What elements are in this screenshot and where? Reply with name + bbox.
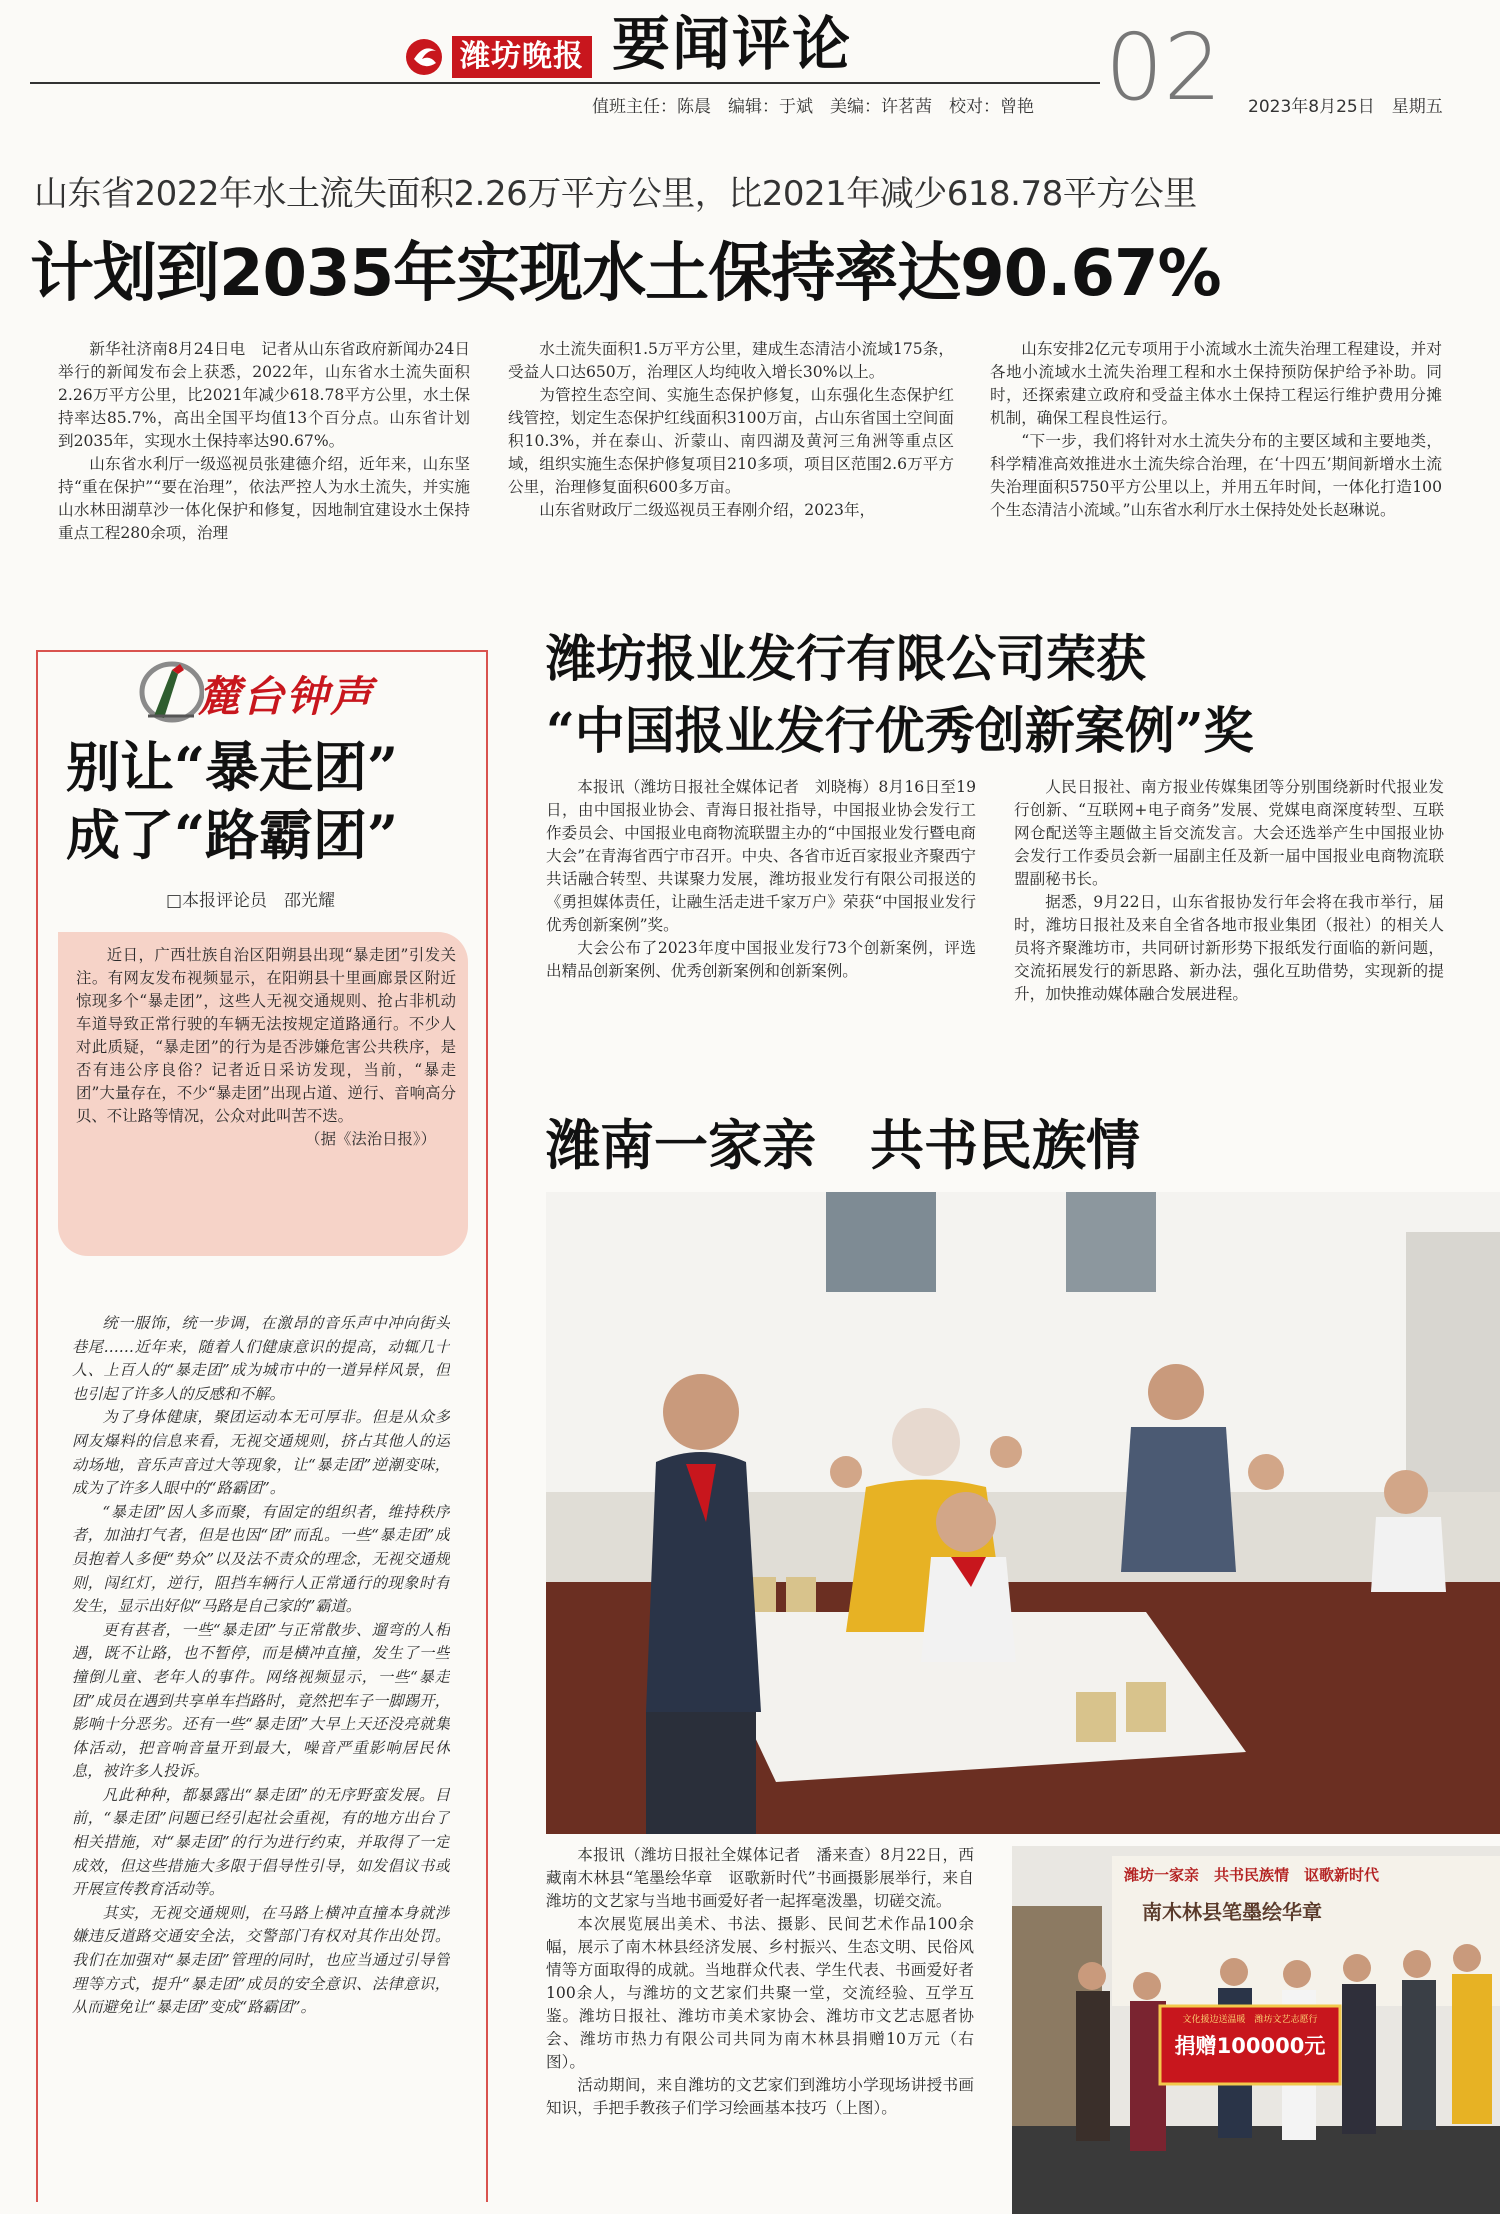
lead-column-2 [508, 338, 954, 582]
article2-column-2 [1014, 776, 1444, 1074]
paragraph: 更有甚者，一些“暴走团”与正常散步、遛弯的人相遇，既不让路，也不暂停，而是横冲直撞，发生了一些撞倒儿童、老年人的事件。网络视频显示，一些“暴走团”成员在遇到共享单车挡路时，竟然把车子一脚踢开，影响十分恶劣。还有一些“暴走团”大早上天还没亮就集体活动，把音响音量开到最大，噪音严重影响居民休息，被许多人投诉。 [72, 1620, 450, 1781]
brand-name: 潍坊晚报 [452, 36, 592, 78]
article2-title-line-1: 潍坊报业发行有限公司荣获 [546, 629, 1146, 688]
article3-text [546, 1844, 974, 2206]
paragraph: 为管控生态空间、实施生态保护修复，山东强化生态保护红线管控，划定生态保护红线面积3100万亩，占山东省国土空间面积10.3%，并在泰山、沂蒙山、南四湖及黄河三角洲等重点区域，组织实施生态保护修复项目210多项，项目区范围2.6万平方公里，治理修复面积600多万亩。 [508, 386, 954, 496]
banner-text: 潍坊一家亲 共书民族情 讴歌新时代 [1124, 1866, 1380, 1884]
clock-tower-logo-icon [134, 658, 204, 724]
paragraph: 本次展览展出美术、书法、摄影、民间艺术作品100余幅，展示了南木林县经济发展、乡村振兴、生态文明、民俗风情等方面取得的成就。当地群众代表、学生代表、书画爱好者100余人，与潍坊的文艺家们共聚一堂，交流经验、互学互鉴。潍坊日报社、潍坊市美术家协会、潍坊市文艺志愿者协会、潍坊市热力有限公司共同为南木林县捐赠10万元（右图）。 [546, 1915, 974, 2071]
photo-calligraphy-class-image [546, 1192, 1500, 1834]
paragraph: “下一步，我们将针对水土流失分布的主要区域和主要地类，科学精准高效推进水土流失综合治理，在‘十四五’期间新增水土流失治理面积5750平方公里以上，并用五年时间，一体化打造100个生态清洁小流域。”山东省水利厅水土保持处处长赵琳说。 [990, 432, 1442, 519]
newspaper-logo-icon [402, 37, 448, 77]
banner-text-2: 南木林县笔墨绘华章 [1142, 1900, 1322, 1924]
brand-logo [402, 34, 612, 80]
paragraph: 山东安排2亿元专项用于小流域水土流失治理工程建设，并对各地小流域水土流失治理工程和水土保持预防保护给予补助。同时，还探索建立政府和受益主体水土保持工程运行维护费用分摊机制，确保工程良性运行。 [990, 340, 1442, 427]
page-number: 02 [1105, 14, 1223, 121]
masthead-rule [30, 82, 1100, 84]
article2-title-line-2: “中国报业发行优秀创新案例”奖 [546, 701, 1254, 760]
paragraph: 水土流失面积1.5万平方公里，建成生态清洁小流域175条，受益人口达650万，治理区人均纯收入增长30%以上。 [508, 340, 954, 381]
section-title: 要闻评论 [612, 10, 853, 78]
column-byline: □本报评论员 邵光耀 [166, 891, 336, 911]
column-title-line-2: 成了“路霸团” [66, 803, 399, 867]
paragraph: 据悉，9月22日，山东省报协发行年会将在我市举行，届时，潍坊日报社及来自全省各地市报业集团（报社）的相关人员将齐聚潍坊市，共同研讨新形势下报纸发行面临的新问题，交流拓展发行的新思路、新办法，强化互助借势，实现新的提升，加快推动媒体融合发展进程。 [1014, 893, 1444, 1003]
article2-column-1 [546, 776, 976, 1074]
article3-title: 潍南一家亲 共书民族情 [546, 1113, 1140, 1177]
column-title-line-1: 别让“暴走团” [66, 735, 399, 799]
check-label: 文化援边送温暖 潍坊文艺志愿行 [1182, 2015, 1318, 2025]
column-body [72, 1312, 450, 2202]
paragraph: 本报讯（潍坊日报社全媒体记者 潘来查）8月22日，西藏南木林县“笔墨绘华章 讴歌新时代”书画摄影展举行，来自潍坊的文艺家与当地书画爱好者一起挥毫泼墨，切磋交流。 [546, 1846, 974, 1910]
paragraph: 其实，无视交通规则，在马路上横冲直撞本身就涉嫌违反道路交通安全法，交警部门有权对其作出处罚。我们在加强对“暴走团”管理的同时，也应当通过引导管理等方式，提升“暴走团”成员的安全意识、法律意识，从而避免让“暴走团”变成“路霸团”。 [72, 1903, 450, 2017]
column-quote-box [58, 932, 468, 1256]
paragraph: 活动期间，来自潍坊的文艺家们到潍坊小学现场讲授书画知识，手把手教孩子们学习绘画基本技巧（上图）。 [546, 2076, 974, 2117]
paragraph: 大会公布了2023年度中国报业发行73个创新案例，评选出精品创新案例、优秀创新案例和创新案例。 [546, 939, 976, 980]
column-logo [134, 656, 404, 726]
lead-headline: 计划到2035年实现水土保持率达90.67% [30, 237, 1221, 311]
paragraph: 新华社济南8月24日电 记者从山东省政府新闻办24日举行的新闻发布会上获悉，2022年，山东省水土流失面积2.26万平方公里，比2021年减少618.78平方公里，水土保持率达85.7%，高出全国平均值13个百分点。山东省计划到2035年，实现水土保持率达90.67%。 [58, 340, 470, 450]
photo-calligraphy-class [546, 1192, 1500, 1834]
paragraph: 凡此种种，都暴露出“暴走团”的无序野蛮发展。目前，“暴走团”问题已经引起社会重视，有的地方出台了相关措施，对“暴走团”的行为进行约束，并取得了一定成效，但这些措施大多限于倡导性引导，如发倡议书或开展宣传教育活动等。 [72, 1785, 450, 1899]
commentary-box [36, 650, 488, 2202]
paragraph: 人民日报社、南方报业传媒集团等分别围绕新时代报业发行创新、“互联网+电子商务”发展、党媒电商深度转型、互联网仓配送等主题做主旨交流发言。大会还选举产生中国报业协会发行工作委员会新一届副主任及新一届中国报业电商物流联盟副秘书长。 [1014, 778, 1444, 888]
column-logo-text: 麓台钟声 [198, 672, 375, 721]
photo-donation-ceremony [1012, 1846, 1500, 2214]
masthead [0, 0, 1500, 130]
paragraph: 本报讯（潍坊日报社全媒体记者 刘晓梅）8月16日至19日，由中国报业协会、青海日报社指导，中国报业协会发行工作委员会、中国报业电商物流联盟主办的“中国报业发行暨电商大会”在青海省西宁市召开。中央、各省市近百家报业齐聚西宁共话融合转型、共谋聚力发展，潍坊报业发行有限公司报送的《勇担媒体责任，让融生活走进千家万户》荣获“中国报业发行优秀创新案例”奖。 [546, 778, 976, 934]
lead-kicker: 山东省2022年水土流失面积2.26万平方公里，比2021年减少618.78平方公里 [34, 174, 1197, 214]
quote-source: （据《法治日报》） [305, 1130, 436, 1148]
paragraph: 山东省财政厅二级巡视员王春刚介绍，2023年， [539, 501, 876, 519]
lead-column-3 [990, 338, 1442, 582]
lead-column-1 [58, 338, 470, 582]
quote-text: 近日，广西壮族自治区阳朔县出现“暴走团”引发关注。有网友发布视频显示，在阳朔县十里画廊景区附近惊现多个“暴走团”，这些人无视交通规则、抢占非机动车道导致正常行驶的车辆无法按规定道路通行。不少人对此质疑，“暴走团”的行为是否涉嫌危害公共秩序，是否有违公序良俗？记者近日采访发现，当前，“暴走团”大量存在，不少“暴走团”出现占道、逆行、音响高分贝、不让路等情况，公众对此叫苦不迭。 [76, 946, 456, 1125]
check-amount: 捐赠100000元 [1174, 2034, 1326, 2058]
paragraph: 为了身体健康，聚团运动本无可厚非。但是从众多网友爆料的信息来看，无视交通规则，挤占其他人的运动场地，音乐声音过大等现象，让“暴走团”逆潮变味，成为了许多人眼中的“路霸团”。 [72, 1408, 450, 1498]
paragraph: 山东省水利厅一级巡视员张建德介绍，近年来，山东坚持“重在保护”“要在治理”，依法严控人为水土流失，并实施山水林田湖草沙一体化保护和修复，因地制宜建设水土保持重点工程280余项，治理 [58, 455, 470, 542]
staff-credits: 值班主任：陈晨 编辑：于斌 美编：许茗茜 校对：曾艳 [592, 97, 1034, 117]
paragraph: 统一服饰，统一步调，在激昂的音乐声中冲向街头巷尾……近年来，随着人们健康意识的提高，动辄几十人、上百人的“暴走团”成为城市中的一道异样风景，但也引起了许多人的反感和不解。 [72, 1314, 450, 1403]
issue-date: 2023年8月25日 星期五 [1248, 97, 1443, 117]
paragraph: “暴走团”因人多而聚，有固定的组织者，维持秩序者，加油打气者，但是也因“团”而乱。一些“暴走团”成员抱着人多便“势众”以及法不责众的理念，无视交通规则，闯红灯，逆行，阻挡车辆行人正常通行的现象时有发生，显示出好似“马路是自己家的”霸道。 [72, 1502, 450, 1616]
